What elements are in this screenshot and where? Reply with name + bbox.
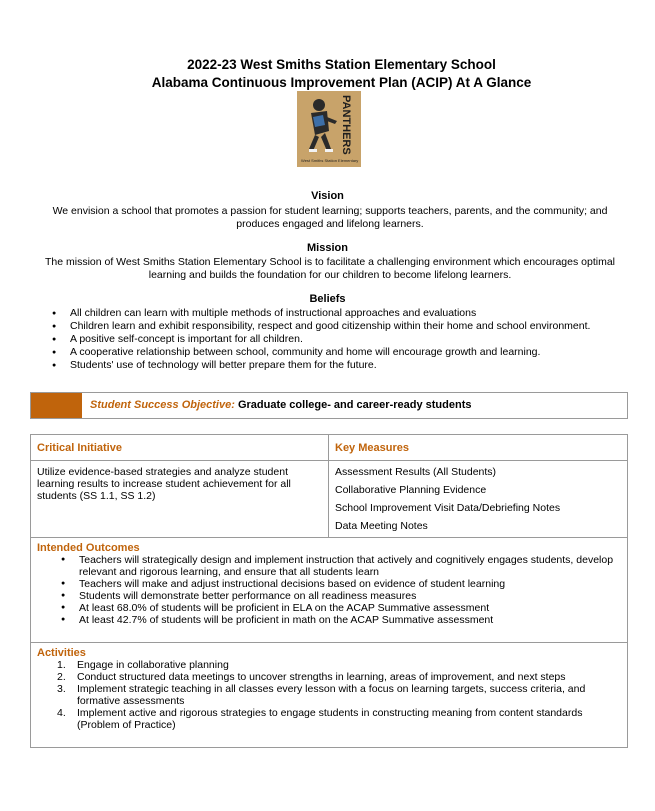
vision-heading: Vision — [311, 190, 344, 202]
activities-row — [31, 643, 627, 747]
key-measures-list — [335, 466, 560, 538]
belief-item: ● A positive self-concept is important for all children. — [48, 333, 638, 346]
objective-text: Graduate college- and career-ready students — [237, 399, 472, 411]
outcome-item: ● Teachers will strategically design and implement instruction that actively and cognitively engages students, develop relevant and rigorous learning, and ensure that all students learn — [57, 554, 617, 578]
panther-logo — [297, 91, 361, 167]
intended-outcomes-header: Intended Outcomes — [37, 542, 140, 554]
activity-item — [57, 671, 622, 683]
document-title: 2022-23 West Smiths Station Elementary School — [187, 57, 496, 72]
activity-item — [57, 659, 622, 671]
key-measure-item: Data Meeting Notes — [335, 520, 428, 532]
activity-number: 3. — [57, 683, 66, 695]
document-subtitle: Alabama Continuous Improvement Plan (ACIP) At A Glance — [151, 75, 532, 90]
key-measure-item: School Improvement Visit Data/Debriefing Notes — [335, 502, 561, 514]
mission-text: The mission of West Smiths Station Elementary School is to facilitate a challenging environment which encourages optimal learning and builds the foundation for our children to become lifelong learners. — [44, 256, 615, 281]
key-measure-item: Assessment Results (All Students) — [335, 466, 497, 478]
vision-text: We envision a school that promotes a passion for student learning; supports teachers, parents, and the community; and produces engaged and lifelong learners. — [52, 205, 608, 230]
logo-text: PANTHERS — [340, 95, 352, 155]
outcome-item: ● At least 68.0% of students will be proficient in ELA on the ACAP Summative assessment — [57, 602, 617, 614]
activity-text: Implement strategic teaching in all classes every lesson with a focus on learning targets, success criteria, and formative assessments — [77, 683, 586, 707]
student-success-objective — [30, 392, 628, 419]
beliefs-heading: Beliefs — [309, 293, 346, 305]
belief-item: ● All children can learn with multiple methods of instructional approaches and evaluations — [48, 307, 638, 320]
activity-text: Engage in collaborative planning — [77, 659, 229, 671]
activity-text: Conduct structured data meetings to uncover strengths in learning, areas of improvement, and next steps — [77, 671, 566, 683]
objective-label: Student Success Objective: — [90, 399, 235, 411]
activity-number: 1. — [57, 659, 66, 671]
objective-color-swatch — [31, 393, 82, 418]
activity-text: Implement active and rigorous strategies to engage students in constructing meaning from content standards (Problem of Practice) — [77, 707, 583, 731]
table-header-row — [31, 435, 627, 461]
belief-item: ● Students' use of technology will better prepare them for the future. — [48, 359, 638, 372]
mission-heading: Mission — [307, 242, 348, 254]
activities-header: Activities — [37, 647, 86, 659]
activity-number: 2. — [57, 671, 66, 683]
key-measures-header: Key Measures — [335, 442, 409, 454]
table-row — [31, 461, 627, 538]
belief-item: ● Children learn and exhibit responsibility, respect and good citizenship within their home and school environment. — [48, 320, 638, 333]
intended-outcomes-list — [57, 554, 617, 626]
outcome-item: ● Teachers will make and adjust instructional decisions based on evidence of student learning — [57, 578, 617, 590]
activities-list — [57, 659, 622, 731]
key-measure-item: Collaborative Planning Evidence — [335, 484, 487, 496]
outcome-item: ● At least 42.7% of students will be proficient in math on the ACAP Summative assessment — [57, 614, 617, 626]
critical-initiative-header: Critical Initiative — [37, 442, 122, 454]
critical-initiative-text: Utilize evidence-based strategies and analyze student learning results to increase student achievement for all students (SS 1.1, SS 1.2) — [37, 466, 291, 502]
intended-outcomes-row — [31, 538, 627, 643]
activity-item — [57, 707, 622, 731]
belief-item: ● A cooperative relationship between school, community and home will encourage growth and learning. — [48, 346, 638, 359]
activity-item — [57, 683, 622, 707]
acip-table — [30, 434, 628, 748]
activity-number: 4. — [57, 707, 66, 719]
outcome-item: ● Students will demonstrate better performance on all readiness measures — [57, 590, 617, 602]
beliefs-list — [48, 307, 638, 372]
logo-subtext: West Smiths Station Elementary — [301, 158, 359, 163]
